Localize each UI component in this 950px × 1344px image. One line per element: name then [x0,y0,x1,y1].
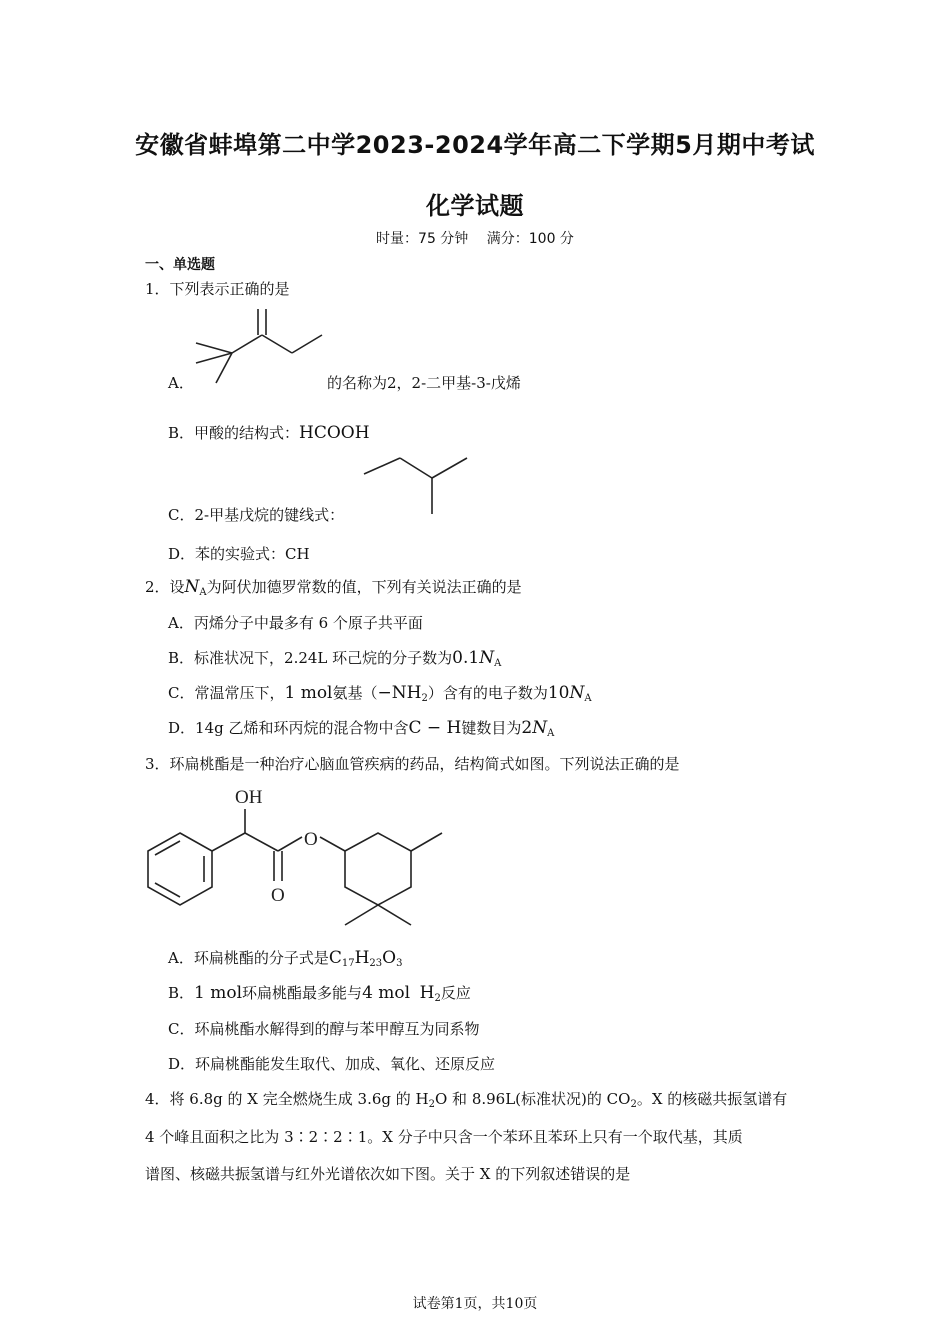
q3-b-h: H [419,983,435,1003]
q4-line1-sub1: 2 [428,1099,435,1110]
q2-b-na-sub: A [494,658,502,669]
q3-option-d: D．环扁桃酯能发生取代、加成、氧化、还原反应 [168,1055,496,1073]
q2-d-value: 2 [521,718,533,738]
q1-option-a-text: 的名称为2，2-二甲基-3-戊烯 [327,374,521,392]
q3-option-c: C．环扁桃酯水解得到的醇与苯甲醇互为同系物 [168,1020,480,1038]
q3-a-h-sub: 23 [369,958,383,969]
q3-option-b [168,982,471,1003]
q3-b-h-sub: 2 [434,993,441,1004]
page-footer: 试卷第1页，共10页 [412,1296,538,1312]
q1-c-structure [362,452,472,517]
q2-na-sub: A [199,587,207,598]
exam-title-line2: 化学试题 [426,192,524,220]
q1-stem: 1．下列表示正确的是 [145,280,290,298]
q2-option-b [168,647,501,668]
q4-line2: 4 个峰且面积之比为 3∶2∶2∶1。X 分子中只含一个苯环且苯环上只有一个取代基，其质 [145,1128,743,1146]
q2-option-a: A．丙烯分子中最多有 6 个原子共平面 [168,614,423,632]
q3-a-c-sub: 17 [341,958,355,969]
q2-b-na: N [479,648,495,668]
q2-c-pre: C．常温常压下， [168,684,285,702]
q1-option-a-label: A． [168,374,194,392]
q2-c-na: N [569,683,585,703]
q2-c-group: −NH [377,683,422,703]
q1-b-text: B．甲酸的结构式： [168,424,300,442]
q2-option-c [168,682,592,703]
q2-d-post: 键数目为 [461,719,522,737]
q3-label-o-ester: O [304,829,318,850]
q3-a-o: O [382,948,397,968]
q1-option-c: C．2-甲基戊烷的键线式： [168,506,345,524]
q3-a-text: A．环扁桃酯的分子式是 [168,949,329,967]
q4-line1 [145,1088,787,1109]
exam-title-line1: 安徽省蚌埠第二中学2023-2024学年高二下学期5月期中考试 [135,131,815,159]
q2-na-symbol: N [184,577,200,597]
q1-option-b [168,422,370,443]
q3-b-post: 反应 [440,984,471,1002]
q4-line1-c: 。X 的核磁共振氢谱有 [636,1090,788,1108]
q4-line3: 谱图、核磁共振氢谱与红外光谱依次如下图。关于 X 的下列叙述错误的是 [145,1165,631,1183]
q3-a-c: C [328,948,342,968]
q2-stem-post: 为阿伏加德罗常数的值，下列有关说法正确的是 [206,578,522,596]
exam-meta: 时量：75 分钟 满分：100 分 [376,231,574,247]
q2-stem-pre: 2．设 [145,578,185,596]
q1-b-formula: HCOOH [299,423,370,443]
q3-option-a [168,947,402,968]
q2-d-bond: C − H [408,718,462,738]
q3-label-oh: OH [235,787,263,808]
q2-c-post: ）含有的电子数为 [427,684,548,702]
q3-a-h: H [354,948,370,968]
q2-d-pre: D．14g 乙烯和环丙烷的混合物中含 [168,719,409,737]
q3-b-mid: 环扁桃酯最多能与 [242,984,363,1002]
q2-b-value: 0.1 [452,648,480,668]
q3-a-o-sub: 3 [396,958,403,969]
q2-c-mol: 1 mol [284,683,333,703]
q2-d-na-sub: A [547,728,555,739]
q3-b-mol: 1 mol [194,983,243,1003]
q2-c-mid: 氨基（ [332,684,378,702]
q1-a-structure [190,305,330,395]
q4-line1-a: 4．将 6.8g 的 X 完全燃烧生成 3.6g 的 H [145,1090,429,1108]
q3-b-pre: B． [168,984,195,1002]
q2-b-text: B．标准状况下，2.24L 环己烷的分子数为 [168,649,453,667]
section-heading: 一、单选题 [145,257,215,273]
q2-stem [145,576,522,597]
q2-c-na-sub: A [584,693,592,704]
q4-line1-b: O 和 8.96L(标准状况)的 CO [434,1090,631,1108]
q2-c-value: 10 [547,683,570,703]
q1-option-d: D．苯的实验式：CH [168,545,310,563]
q2-option-d [168,717,554,738]
q2-c-sub: 2 [421,693,428,704]
q3-b-value: 4 mol [362,983,411,1003]
q2-d-na: N [532,718,548,738]
q4-line1-sub2: 2 [630,1099,637,1110]
q3-structure [140,785,450,935]
q3-label-o-carbonyl: O [271,885,285,906]
q3-stem: 3．环扁桃酯是一种治疗心脑血管疾病的药品，结构简式如图。下列说法正确的是 [145,755,680,773]
